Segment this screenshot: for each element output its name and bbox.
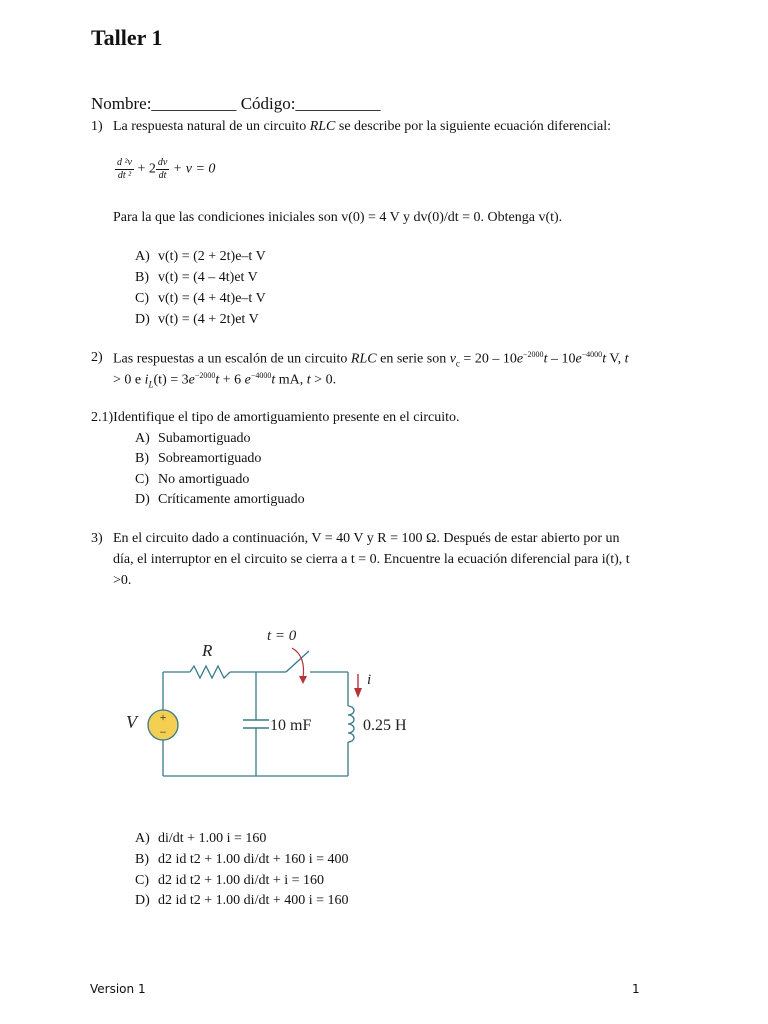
codigo-field-label: Código:__________ — [240, 94, 381, 113]
q3-option-letter: D) — [135, 893, 150, 908]
q3-statement-line1: En el circuito dado a continuación, V = 40 V y R = 100 Ω. Después de estar abierto por un — [113, 531, 620, 546]
q21-option-letter: A) — [135, 431, 150, 446]
switch-arrowhead-icon — [299, 676, 307, 684]
q1-option-text: v(t) = (2 + 2t)e–t V — [158, 249, 266, 264]
q1-option-letter: B) — [135, 270, 149, 285]
q1-differential-equation: $\frac{\text{d ²v}}{\text{dt ²}}$ + 2 $\frac{dv}{dt}$ + v = 0 — [117, 157, 216, 181]
q21-option-text: Críticamente amortiguado — [158, 492, 305, 507]
capacitor-label: 10 mF — [270, 717, 312, 734]
rlc-circuit-diagram — [110, 618, 440, 788]
q21-option-text: No amortiguado — [158, 472, 250, 487]
source-label: V — [126, 712, 137, 732]
switch-blade — [286, 651, 309, 672]
switch-arrow-icon — [292, 648, 304, 678]
q2-statement-line2: > 0 e $i_L(t) = 3e^{-2000}t + 6$ $e^{-4000}t$ mA, t > 0. — [113, 371, 337, 390]
q1-initial-conditions: Para la que las condiciones iniciales son v(0) = 4 V y dv(0)/dt = 0. Obtenga v(t). — [113, 210, 563, 225]
source-minus-sign: − — [159, 725, 167, 739]
nombre-field-label: Nombre:__________ — [91, 94, 237, 113]
q1-statement: La respuesta natural de un circuito RLC se describe por la siguiente ecuación diferencial: — [113, 119, 611, 134]
q3-option-text: d2 id t2 + 1.00 di/dt + 160 i = 400 — [158, 852, 349, 867]
q3-option-letter: B) — [135, 852, 149, 867]
current-arrowhead-icon — [354, 688, 362, 698]
student-info-row — [91, 94, 380, 114]
q21-statement: 2.1)Identifique el tipo de amortiguamiento presente en el circuito. — [91, 410, 460, 425]
q21-option-text: Sobreamortiguado — [158, 451, 262, 466]
q1-option-text: v(t) = (4 + 4t)e–t V — [158, 291, 266, 306]
source-plus-sign: + — [159, 710, 167, 724]
q3-option-letter: C) — [135, 873, 149, 888]
q3-option-text: d2 id t2 + 1.00 di/dt + 400 i = 160 — [158, 893, 349, 908]
q1-number: 1) — [91, 119, 103, 134]
inductor-label: 0.25 H — [363, 717, 407, 734]
q3-option-letter: A) — [135, 831, 150, 846]
fraction-d2v-dt2: $\frac{\text{d ²v}}{\text{dt ²}}$ — [117, 157, 132, 181]
footer-version: Version 1 — [90, 982, 146, 996]
q3-option-text: d2 id t2 + 1.00 di/dt + i = 160 — [158, 873, 325, 888]
current-label: i — [367, 672, 372, 688]
q3-statement-line2: día, el interruptor en el circuito se cierra a t = 0. Encuentre la ecuación diferencial para i(t), t — [113, 552, 630, 567]
q21-option-letter: B) — [135, 451, 149, 466]
q3-number: 3) — [91, 531, 103, 546]
q2-number: 2) — [91, 350, 103, 365]
switch-label: t = 0 — [267, 628, 297, 644]
q3-statement-line3: >0. — [113, 573, 132, 588]
q1-option-text: v(t) = (4 – 4t)et V — [158, 270, 258, 285]
q3-option-text: di/dt + 1.00 i = 160 — [158, 831, 267, 846]
resistor-symbol — [190, 666, 230, 678]
q1-option-letter: D) — [135, 312, 150, 327]
q21-option-letter: C) — [135, 472, 149, 487]
q2-statement-line1: Las respuestas a un escalón de un circuito RLC en serie son $v_c = 20 - 10e^{-2000}t - 10e^{-4000}t$ V, t — [113, 350, 629, 369]
inductor-symbol — [348, 706, 354, 742]
q1-option-letter: C) — [135, 291, 149, 306]
q21-option-letter: D) — [135, 492, 150, 507]
fraction-dv-dt: $\frac{dv}{dt}$ — [157, 157, 168, 181]
resistor-label: R — [202, 641, 213, 660]
footer-page-number: 1 — [632, 982, 640, 996]
q1-option-letter: A) — [135, 249, 150, 264]
document-title: Taller 1 — [91, 25, 163, 50]
q21-option-text: Subamortiguado — [158, 431, 251, 446]
q1-option-text: v(t) = (4 + 2t)et V — [158, 312, 259, 327]
circuit-wires — [163, 672, 348, 776]
